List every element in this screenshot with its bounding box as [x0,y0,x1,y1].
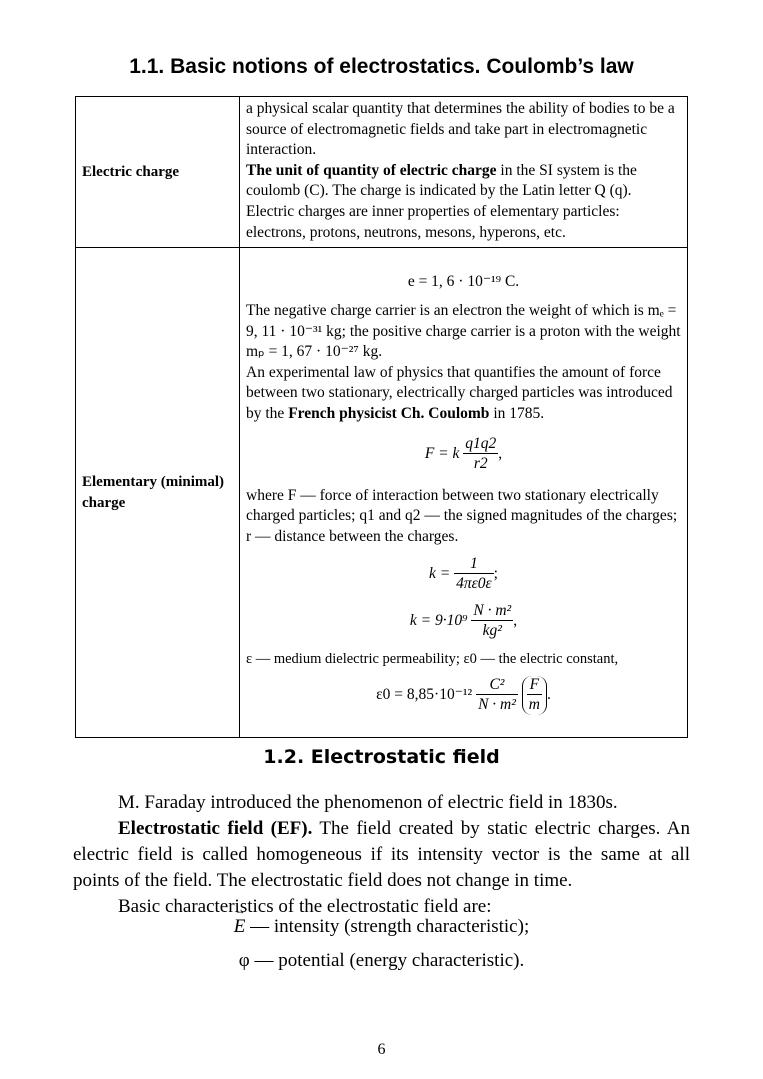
k1-tail: ; [493,565,498,583]
k1-fraction [454,555,493,594]
row-label-electric-charge: Electric charge [76,97,240,248]
k1-denominator: 4πε0ε [456,575,492,593]
list-item [0,950,763,972]
ef-bold: Electrostatic field (EF). [118,818,313,839]
eps0-numerator: C² [476,676,518,695]
k1-lhs: k = [429,565,451,583]
k-formula-2 [246,602,681,641]
k2-fraction [471,602,513,641]
law-post: in 1785. [489,404,545,422]
page-number: 6 [377,1041,386,1058]
k2-numerator: N · m² [473,602,512,620]
electron-charge-value: e = 1, 6 · 10⁻¹⁹ C. [407,273,520,291]
where-text: where F — force of interaction between two stationary electrically charged particles; q1 and q2 — the signed magnitudes of the charges; r — distance between the charges. [246,486,678,545]
phi-symbol: φ [238,950,250,971]
unit-text [246,161,681,202]
k2-lhs: k = 9·10⁹ [409,612,468,630]
row-content-elementary-charge [240,248,688,738]
paragraph-ef-definition [73,816,690,894]
section-title-1-2: 1.2. Electrostatic field [263,746,500,768]
eps0-tail: . [546,685,551,703]
epsilon-text: ε — medium dielectric permeability; ε0 — the electric constant, [246,651,619,668]
eps0-unit-denominator: m [528,695,540,713]
ef-rest: The field created by static electric charges. An electric field is called homogeneous if its intensity vector is the same at all points of the field. The electrostatic field does not change in time. [73,818,690,891]
eps0-denominator: N · m² [478,695,516,713]
law-bold: French physicist Ch. Coulomb [288,404,490,422]
coulomb-numerator: q1q2 [465,434,497,452]
eps0-unit-numerator: F [527,676,542,695]
table-row [76,248,688,738]
list-item [0,916,763,938]
list-item-text: — potential (energy characteristic). [249,950,525,971]
unit-rest: in the SI system is the coulomb (C). The charge is indicated by the Latin letter Q (q). [246,161,637,200]
coulomb-lhs: F = k [424,444,460,462]
vector-symbol-e: → E [234,916,246,937]
coulomb-fraction [463,435,498,474]
eps0-units-paren [522,676,547,715]
charge-carriers-text: The negative charge carrier is an electron the weight of which is mₑ = 9, 11 · 10⁻³¹ kg; the positive charge carrier is a proton with the weight mₚ = 1, 67 · 10⁻²⁷ kg. [246,301,681,361]
row-label-elementary-charge: Elementary (minimal) charge [76,248,240,738]
coulomb-tail: , [498,444,503,462]
k-formula-1 [246,555,681,594]
k2-denominator: kg² [482,622,502,640]
k1-numerator: 1 [454,555,493,574]
coulomb-formula [246,435,681,474]
paragraph-faraday: M. Faraday introduced the phenomenon of electric field in 1830s. [118,792,618,813]
unit-bold: The unit of quantity of electric charge [246,161,497,179]
list-item-text: — intensity (strength characteristic); [245,916,530,937]
section-title-1-1: 1.1. Basic notions of electrostatics. Coulomb’s law [129,55,634,78]
k2-tail: , [513,612,518,630]
eps0-fraction [476,676,518,715]
properties-text: Electric charges are inner properties of elementary particles: electrons, protons, neutrons, mesons, hyperons, etc. [246,202,620,241]
paragraph-characteristics: Basic characteristics of the electrostatic field are: [118,896,492,917]
coulomb-denominator: r2 [473,454,488,472]
eps0-unit-fraction [527,676,542,715]
definitions-table [75,96,688,738]
table-row [76,97,688,248]
definition-text: a physical scalar quantity that determines the ability of bodies to be a source of electromagnetic fields and take part in electromagnetic interaction. [246,100,675,159]
law-pre: An experimental law of physics that quantifies the amount of force between two stationary, electrically charged particles was introduced by the [246,363,673,422]
eps0-lhs: ε0 = 8,85·10⁻¹² [376,685,473,703]
row-content-electric-charge [240,97,688,248]
epsilon0-formula [246,676,681,715]
body-text [73,790,690,920]
coulomb-law-text [246,363,681,425]
